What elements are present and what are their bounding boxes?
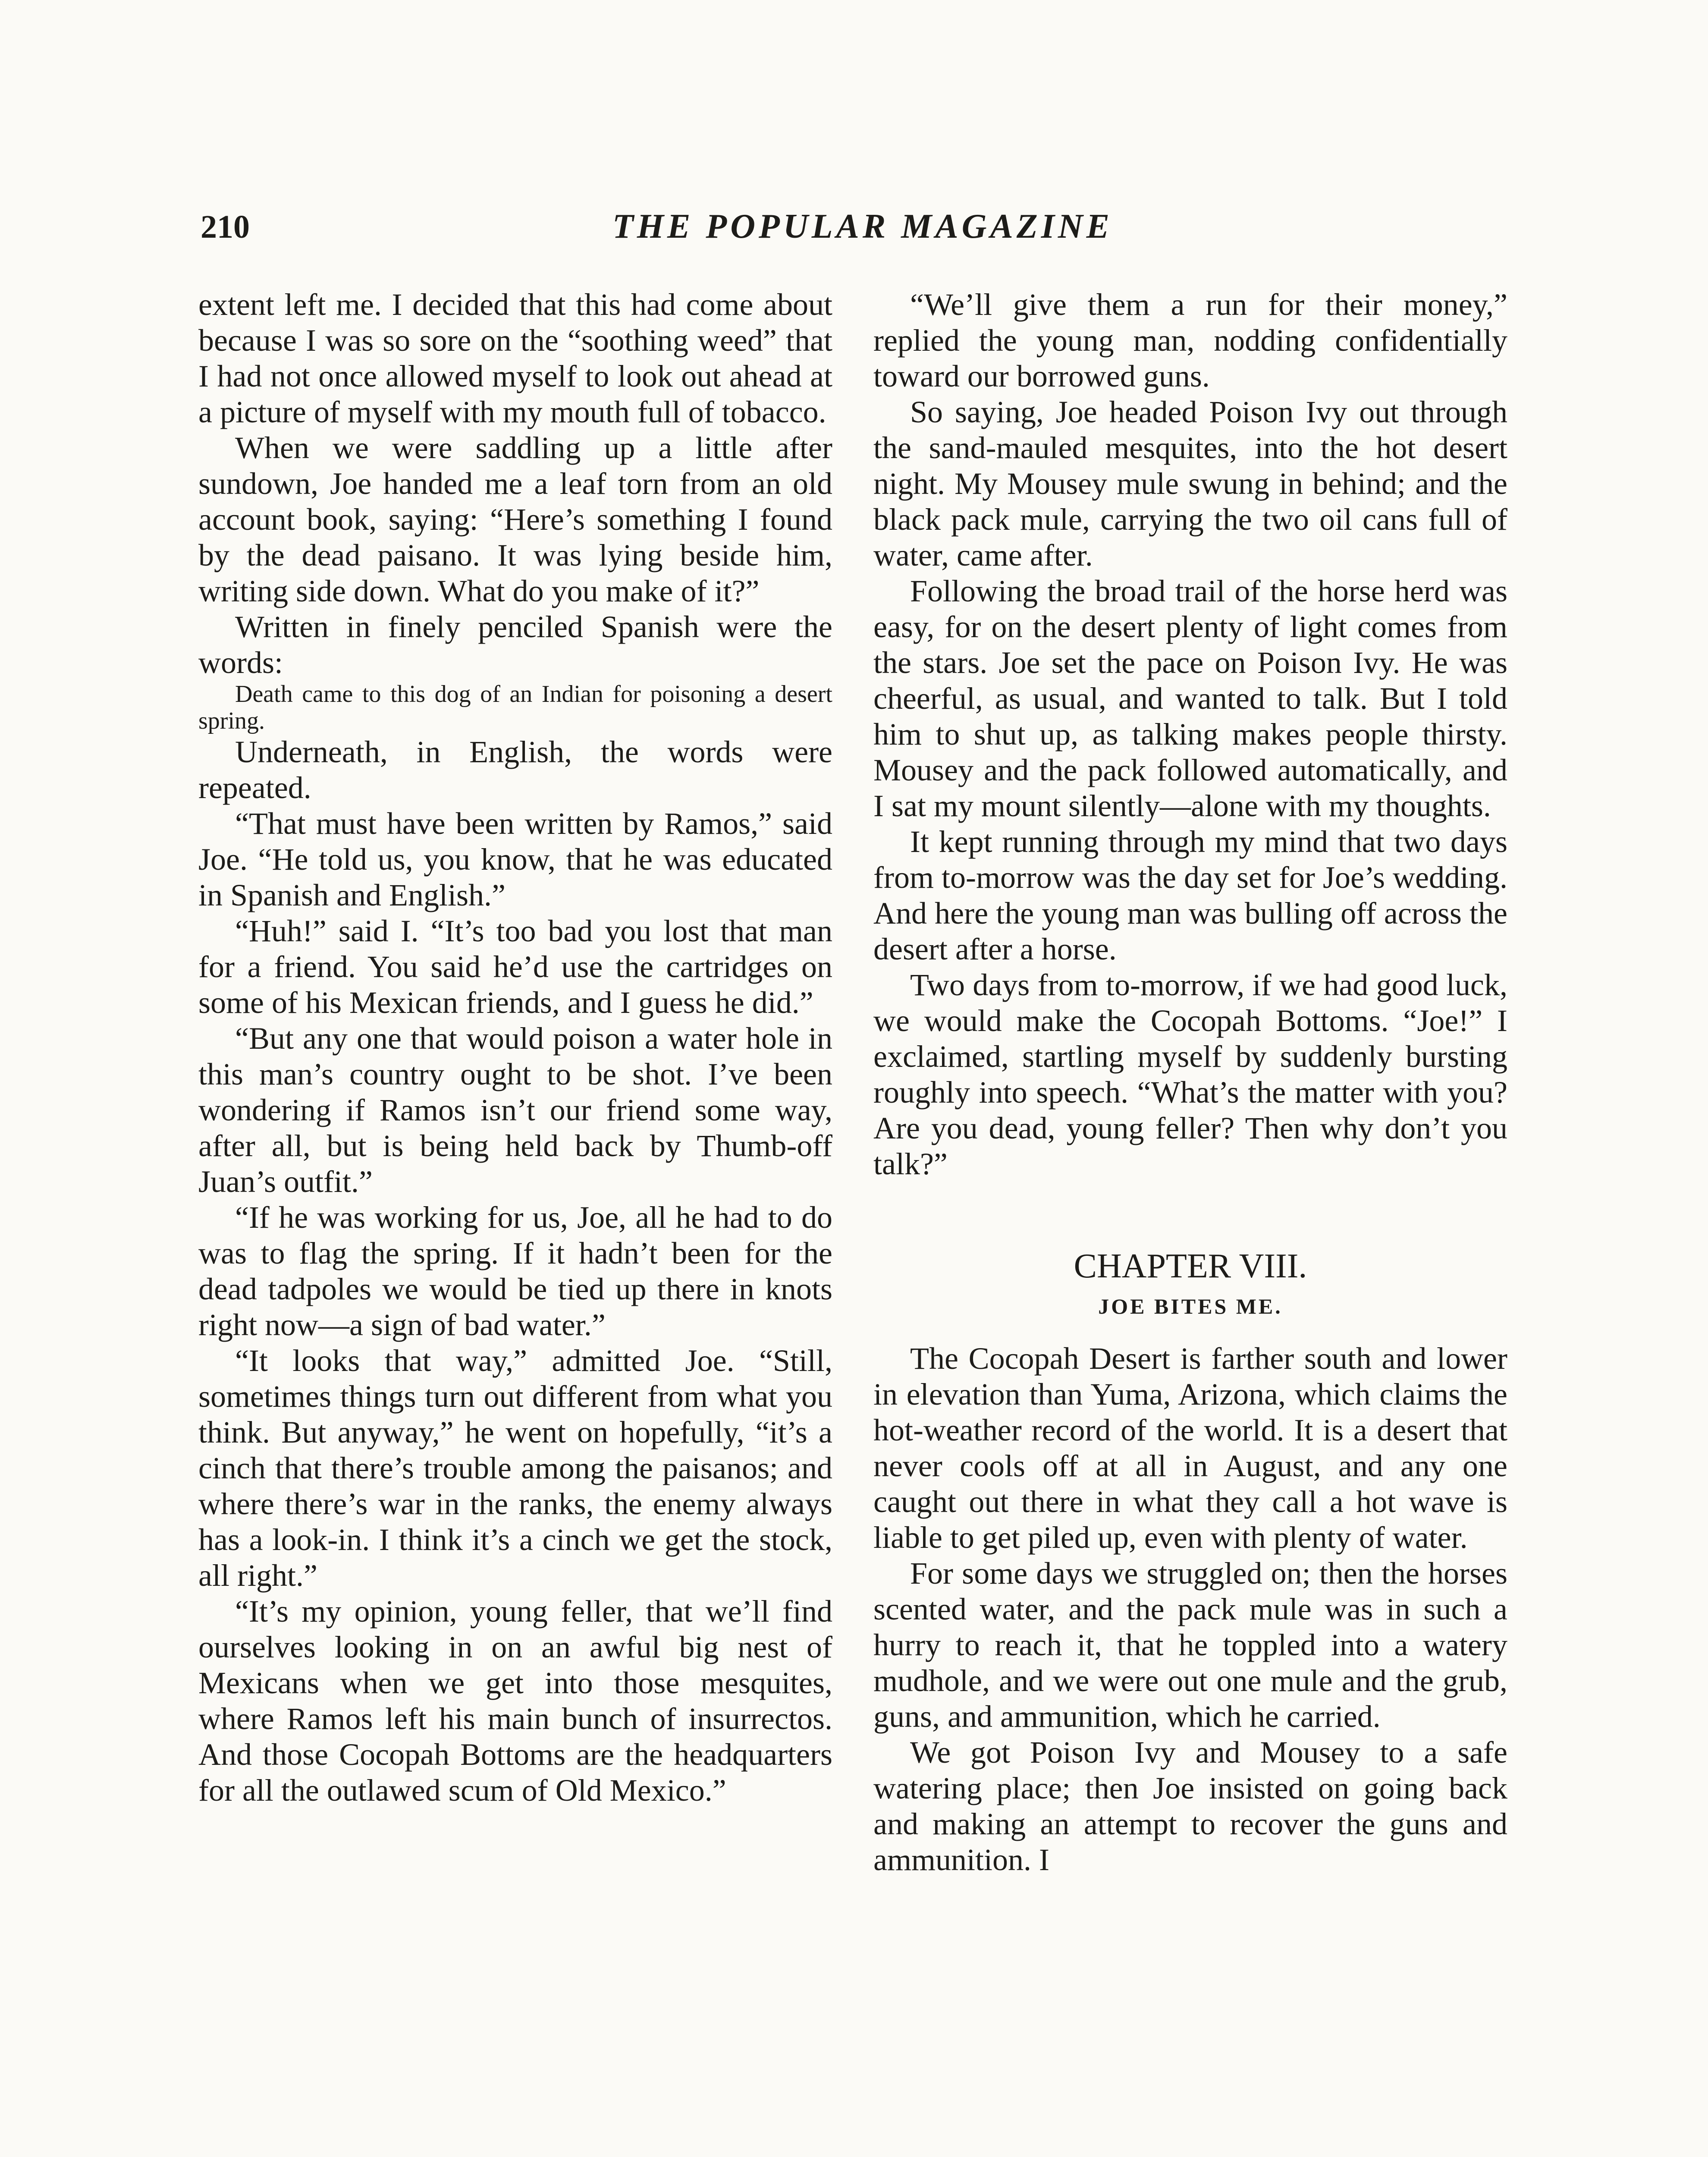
paragraph: “We’ll give them a run for their money,” replied the young man, nodding confidentially toward our borrowed guns.	[873, 287, 1507, 393]
chapter-subtitle: JOE BITES ME.	[1098, 1294, 1283, 1318]
paragraph: The Cocopah Desert is farther south and lower in elevation than Yuma, Arizona, which claims the hot-weather record of the world. It is a desert that never cools off at all in August, and any one caught out there in what they call a hot wave is liable to get piled up, even with plenty of water.	[873, 1341, 1507, 1555]
paragraph: extent left me. I decided that this had come about because I was so sore on the “soothing weed” that I had not once allowed myself to look out ahead at a picture of myself with my mouth full of tobacco.	[198, 287, 832, 429]
paragraph: For some days we struggled on; then the horses scented water, and the pack mule was in such a hurry to reach it, that he toppled into a watery mudhole, and we were out one mule and the grub, guns, and ammunition, which he carried.	[873, 1556, 1507, 1734]
paragraph: Following the broad trail of the horse herd was easy, for on the desert plenty of light comes from the stars. Joe set the pace on Poison Ivy. He was cheerful, as usual, and wanted to talk. But I told him to shut up, as talking makes people thirsty. Mousey and the pack followed automatically, and I sat my mount silently—alone with my thoughts.	[873, 574, 1507, 823]
page-number: 210	[201, 209, 250, 245]
paragraph: “If he was working for us, Joe, all he had to do was to flag the spring. If it hadn’t been for the dead tadpoles we would be tied up there in knots right now—a sign of bad water.”	[198, 1200, 832, 1342]
chapter-title: CHAPTER VIII.	[1074, 1247, 1307, 1285]
paragraph: We got Poison Ivy and Mousey to a safe watering place; then Joe insisted on going back and making an attempt to recover the guns and ammunition. I	[873, 1735, 1507, 1877]
paragraph: Underneath, in English, the words were repeated.	[198, 735, 832, 805]
paragraph: It kept running through my mind that two days from to-morrow was the day set for Joe’s wedding. And here the young man was bulling off across the desert after a horse.	[873, 824, 1507, 966]
right-column	[873, 287, 1507, 1878]
paragraph: “It’s my opinion, young feller, that we’ll find ourselves looking in on an awful big nest of Mexicans when we get into those mesquites, where Ramos left his main bunch of insurrectos. And those Cocopah Bottoms are the headquarters for all the outlawed scum of Old Mexico.”	[198, 1594, 832, 1808]
paragraph: Two days from to-morrow, if we had good luck, we would make the Cocopah Bottoms. “Joe!” I exclaimed, startling myself by suddenly bursting roughly into speech. “What’s the matter with you? Are you dead, young feller? Then why don’t you talk?”	[873, 968, 1507, 1181]
paragraph: “But any one that would poison a water hole in this man’s country ought to be shot. I’ve been wondering if Ramos isn’t our friend some way, after all, but is being held back by Thumb-off Juan’s outfit.”	[198, 1021, 832, 1199]
paragraph: “Huh!” said I. “It’s too bad you lost that man for a friend. You said he’d use the cartridges on some of his Mexican friends, and I guess he did.”	[198, 914, 832, 1020]
paragraph: “That must have been written by Ramos,” said Joe. “He told us, you know, that he was educated in Spanish and English.”	[198, 806, 832, 912]
paragraph: When we were saddling up a little after sundown, Joe handed me a leaf torn from an old account book, saying: “Here’s something I found by the dead paisano. It was lying beside him, writing side down. What do you make of it?”	[198, 431, 832, 608]
quoted-note: Death came to this dog of an Indian for poisoning a desert spring.	[198, 681, 832, 734]
paragraph: Written in finely penciled Spanish were the words:	[198, 610, 832, 680]
running-title: THE POPULAR MAGAZINE	[612, 208, 1113, 245]
paragraph: So saying, Joe headed Poison Ivy out through the sand-mauled mesquites, into the hot desert night. My Mousey mule swung in behind; and the black pack mule, carrying the two oil cans full of water, came after.	[873, 395, 1507, 572]
paragraph: “It looks that way,” admitted Joe. “Still, sometimes things turn out different from what you think. But anyway,” he went on hopefully, “it’s a cinch that there’s trouble among the paisanos; and where there’s war in the ranks, the enemy always has a look-in. I think it’s a cinch we get the stock, all right.”	[198, 1343, 832, 1593]
left-column	[198, 287, 832, 1808]
